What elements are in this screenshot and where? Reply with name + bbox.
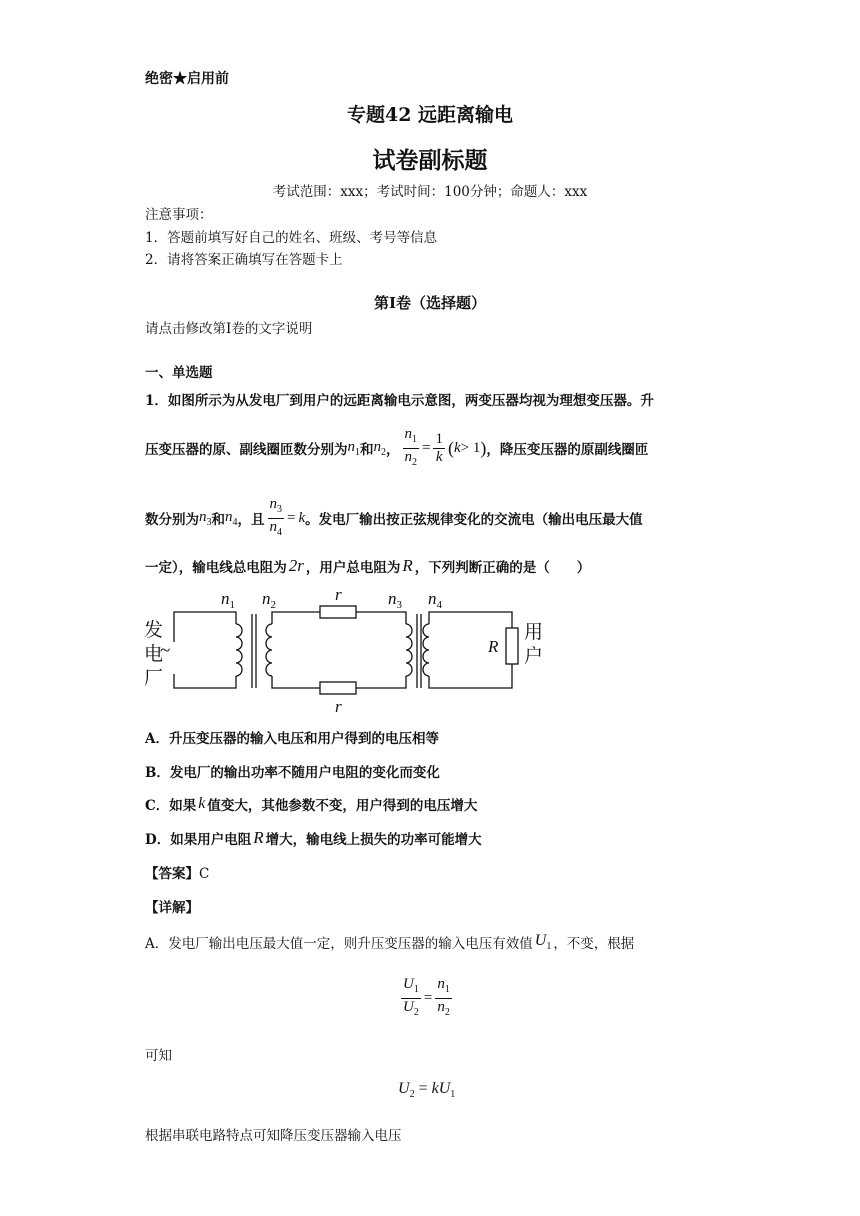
label-hu: 户 [524, 646, 544, 667]
question-line-3: 数分别为 $n_3$ 和 $n_4$ ，且 $\frac{n_3}{n_4}$ = k 。发电厂输出按正弦规律变化的交流电（输出电压最大值 [145, 496, 643, 540]
label-R: R [488, 637, 499, 656]
var-n3: $n_3$ [199, 508, 212, 528]
label-tilde: ~ [160, 640, 171, 661]
option-b: B．发电厂的输出功率不随用户电阻的变化而变化 [145, 765, 440, 781]
explanation-line-1: A．发电厂输出电压最大值一定，则升压变压器的输入电压有效值 $U_1$ ，不变，根据 [145, 932, 635, 953]
answer-value: C [199, 866, 210, 882]
label-n2: $n_2$ [262, 589, 276, 611]
fraction-n3-n4: $\frac{n_3}{n_4}$ [269, 495, 282, 538]
formula-u2-ku1: $U_2 = kU_1$ [398, 1080, 456, 1101]
answer-line: 【答案】C [145, 866, 210, 882]
notes-heading: 注意事项： [145, 207, 213, 223]
question-line-4: 一定），输电线总电阻为 2r ，用户总电阻为 R ，下列判断正确的是（ ） [145, 556, 591, 576]
var-n2: $n_2$ [373, 438, 386, 458]
label-n3: $n_3$ [388, 589, 402, 611]
formula-voltage-ratio: $\frac{U_1}{U_2}$ = $\frac{n_1}{n_2}$ [403, 976, 450, 1018]
detail-label: 【详解】 [145, 900, 199, 916]
notes-item-1: 1．答题前填写好自己的姓名、班级、考号等信息 [145, 230, 438, 246]
secret-label: 绝密★启用前 [145, 71, 229, 87]
var-n4: $n_4$ [225, 508, 238, 528]
label-fa: 发 [144, 620, 164, 641]
question-line-1: 1．如图所示为从发电厂到用户的远距离输电示意图，两变压器均视为理想变压器。升 [145, 393, 654, 409]
question-type-heading: 一、单选题 [145, 365, 213, 381]
option-c: C．如果 k 值变大，其他参数不变，用户得到的电压增大 [145, 795, 478, 814]
option-a: A．升压变压器的输入电压和用户得到的电压相等 [145, 731, 439, 747]
section-description: 请点击修改第I卷的文字说明 [145, 321, 313, 337]
label-r-top: r [335, 585, 342, 604]
explanation-kezhi: 可知 [145, 1048, 172, 1064]
fraction-1-k: $\frac{1}{k}$ [435, 430, 443, 465]
fraction-n1-n2: $\frac{n_1}{n_2}$ [404, 425, 417, 468]
label-yong: 用 [524, 622, 544, 643]
label-dian: 电 [144, 644, 164, 665]
section-title: 第I卷（选择题） [373, 294, 487, 312]
label-r-bottom: r [335, 697, 342, 716]
document-subtitle: 试卷副标题 [372, 147, 488, 174]
label-n4: $n_4$ [428, 589, 442, 611]
transmission-circuit-diagram [140, 584, 560, 716]
notes-item-2: 2．请将答案正确填写在答题卡上 [145, 252, 343, 268]
document-title: 专题42 远距离输电 [346, 104, 514, 126]
exam-info: 考试范围：xxx；考试时间：100分钟；命题人：xxx [272, 184, 588, 200]
explanation-last-line: 根据串联电路特点可知降压变压器输入电压 [145, 1128, 402, 1144]
var-n1: $n_1$ [347, 438, 360, 458]
label-n1: $n_1$ [221, 589, 235, 611]
option-d: D．如果用户电阻 R 增大，输电线上损失的功率可能增大 [145, 828, 482, 848]
label-chang: 厂 [144, 668, 164, 689]
question-line-2: 压变压器的原、副线圈匝数分别为 $n_1$ 和 $n_2$ ， $\frac{n_1}{n_2}$ = $\frac{1}{k}$ ( k > 1 ) ，降压变压器的原副线圈匝 [145, 426, 648, 470]
